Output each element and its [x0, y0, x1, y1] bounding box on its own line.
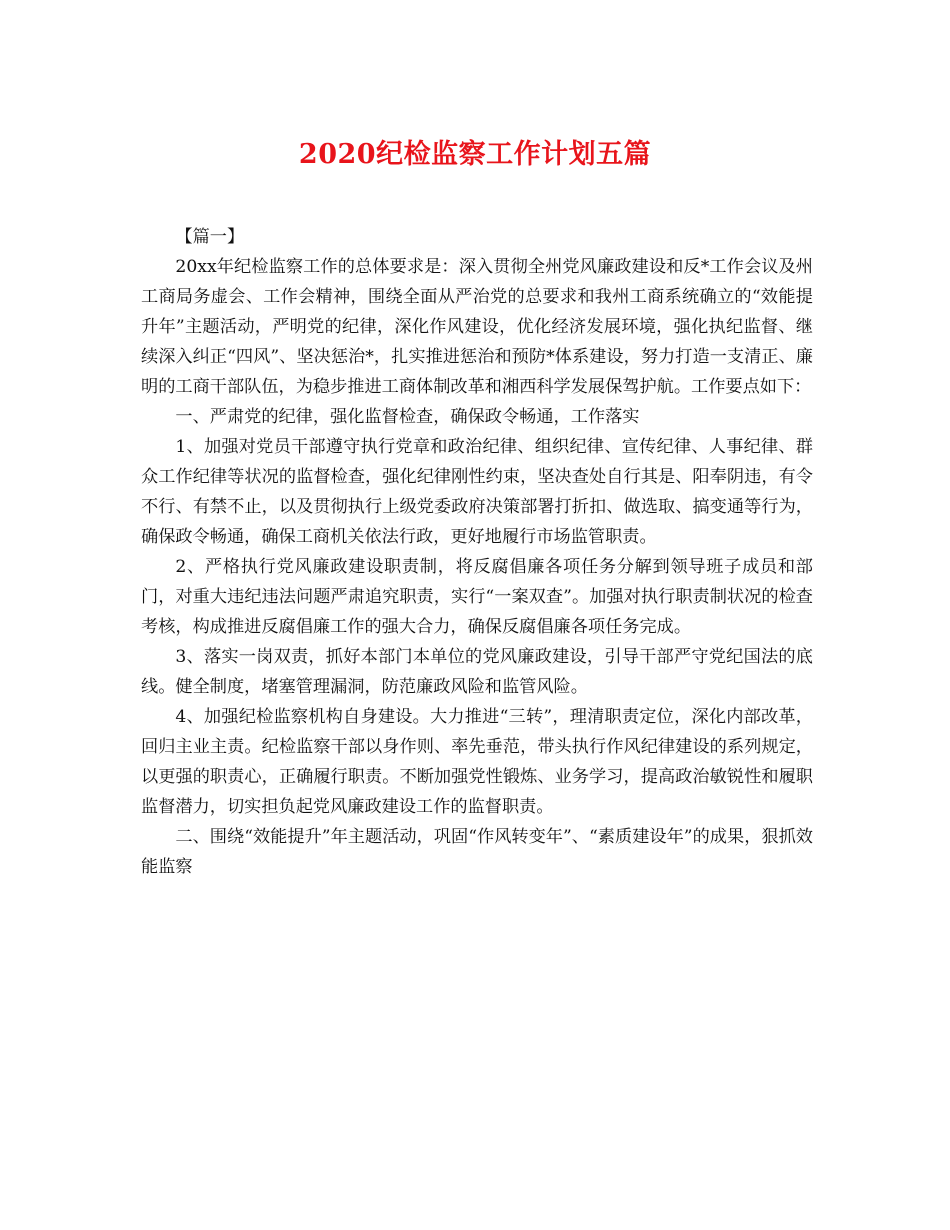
paragraph-heading-2: 二、围绕“效能提升”年主题活动，巩固“作风转变年”、“素质建设年”的成果，狠抓效能监察 [141, 827, 813, 877]
paragraph-item-4: 4、加强纪检监察机构自身建设。大力推进“三转”，理清职责定位，深化内部改革，回归主业主责。纪检监察干部以身作则、率先垂范，带头执行作风纪律建设的系列规定，以更强的职责心，正确履行职责。不断加强党性锻炼、业务学习，提高政治敏锐性和履职监督潜力，切实担负起党风廉政建设工作的监督职责。 [141, 707, 813, 817]
paragraph-intro: 20xx年纪检监察工作的总体要求是：深入贯彻全州党风廉政建设和反*工作会议及州工商局务虚会、工作会精神，围绕全面从严治党的总要求和我州工商系统确立的“效能提升年”主题活动，严明党的纪律，深化作风建设，优化经济发展环境，强化执纪监督、继续深入纠正“四风”、坚决惩治*，扎实推进惩治和预防*体系建设，努力打造一支清正、廉明的工商干部队伍，为稳步推进工商体制改革和湘西科学发展保驾护航。工作要点如下： [141, 257, 813, 397]
document-body [141, 222, 813, 882]
section-label: 【篇一】 [175, 227, 245, 247]
paragraph-item-2: 2、严格执行党风廉政建设职责制，将反腐倡廉各项任务分解到领导班子成员和部门，对重大违纪违法问题严肃追究职责，实行“一案双查”。加强对执行职责制状况的检查考核，构成推进反腐倡廉工作的强大合力，确保反腐倡廉各项任务完成。 [141, 557, 813, 637]
document-title: 2020纪检监察工作计划五篇 [298, 139, 652, 170]
paragraph-item-1: 1、加强对党员干部遵守执行党章和政治纪律、组织纪律、宣传纪律、人事纪律、群众工作纪律等状况的监督检查，强化纪律刚性约束，坚决查处自行其是、阳奉阴违，有令不行、有禁不止，以及贯彻执行上级党委政府决策部署打折扣、做选取、搞变通等行为，确保政令畅通，确保工商机关依法行政，更好地履行市场监管职责。 [141, 437, 813, 547]
paragraph-item-3: 3、落实一岗双责，抓好本部门本单位的党风廉政建设，引导干部严守党纪国法的底线。健全制度，堵塞管理漏洞，防范廉政风险和监管风险。 [141, 647, 813, 697]
paragraph-heading-1: 一、严肃党的纪律，强化监督检查，确保政令畅通，工作落实 [175, 407, 640, 427]
